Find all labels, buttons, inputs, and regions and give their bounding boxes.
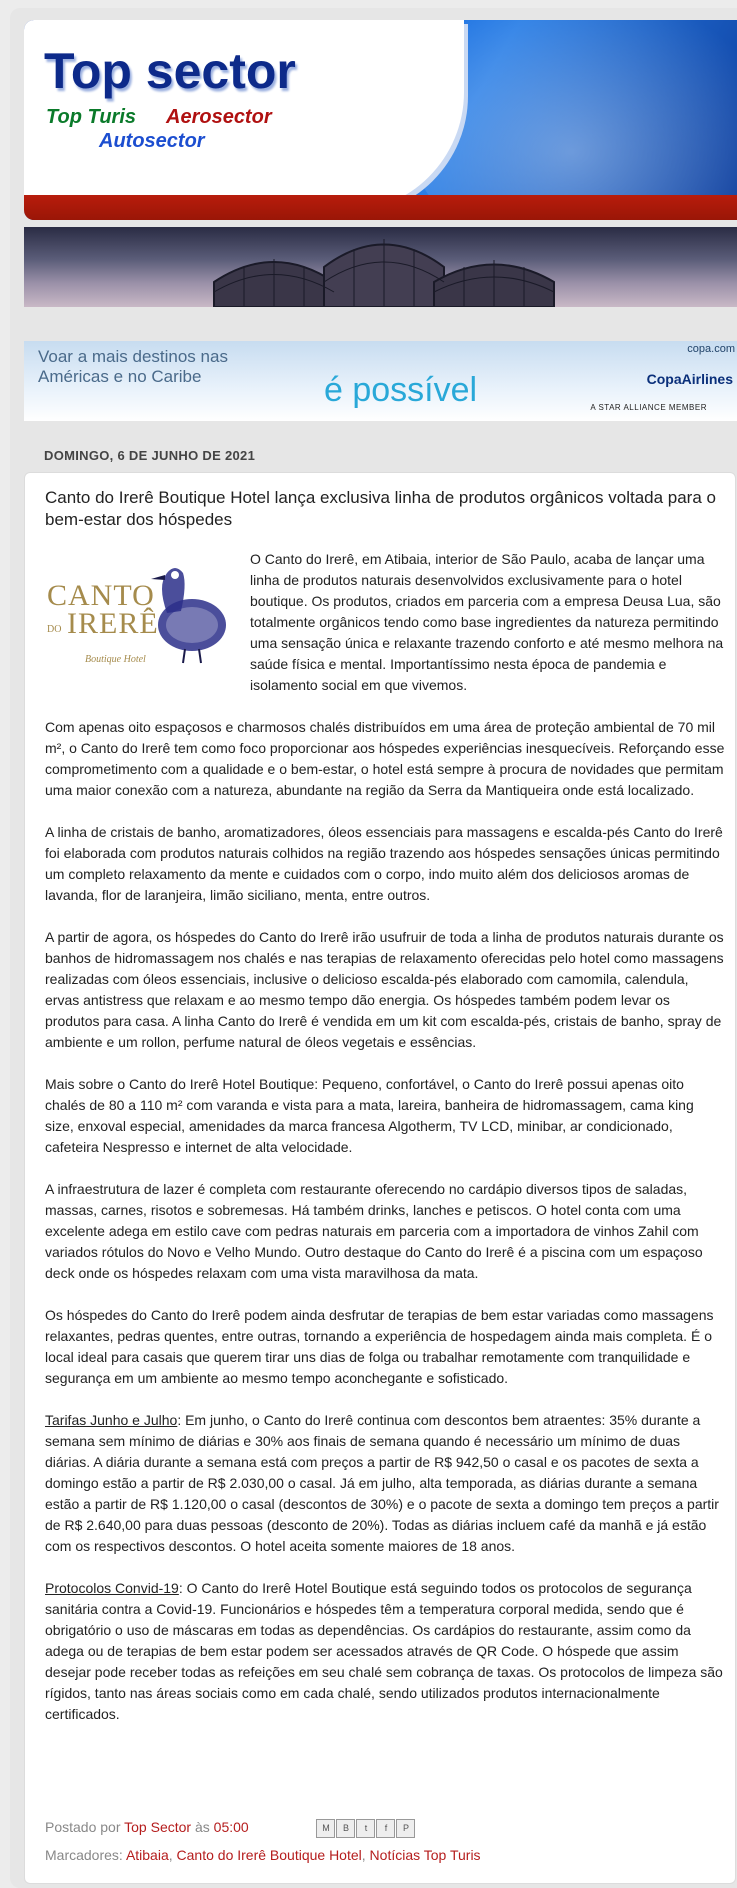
- post-paragraph: A partir de agora, os hóspedes do Canto do Irerê irão usufruir de toda a linha de produtos naturais durante os banhos de hidromassagem nos chalés e nas terapias de relaxamento oferecidas pelo hotel como massagens realizadas com óleos essenciais, inclusive o delicioso escalda-pés elaborado com camomila, calendula, ervas antistress que relaxam e ao mesmo tempo dão energia. Os hóspedes também podem levar os produtos para casa. A linha Canto do Irerê é vendida em um kit com escalda-pés, cristais de banho, spray de ambiente e um rollon, perfume natural de óleos vegetais e essências.: [45, 929, 724, 1050]
- post-labels-line: Marcadores: Atibaia, Canto do Irerê Boutique Hotel, Notícias Top Turis: [45, 1847, 481, 1863]
- ad-url[interactable]: copa.com: [687, 343, 735, 355]
- posted-by-label: Postado por: [45, 1819, 121, 1835]
- banner-image: [24, 227, 737, 307]
- label-link[interactable]: Atibaia: [125, 1847, 169, 1863]
- post-body: [45, 549, 725, 1746]
- brand-aerosector: Aerosector: [166, 106, 272, 128]
- protocolos-text: : O Canto do Irerê Hotel Boutique está seguindo todos os protocolos de segurança sanitária contra a Covid-19. Funcionários e hóspedes têm a temperatura corporal medida, sendo que é obrigatório o uso de máscaras em todas as dependências. Os cardápios do restaurante, assim como da adega ou de terapias de bem estar podem ser acessados através de QR Code. O hóspede que assim desejar pode receber todas as refeições em seu chalé sem cobrança de taxas. Os protocolos de limpeza são rígidos, tanto nas áreas sociais como em cada chalé, sendo utilizados produtos internacionalmente certificados.: [45, 1580, 723, 1722]
- post-time-link[interactable]: 05:00: [213, 1819, 249, 1835]
- post-paragraph: A linha de cristais de banho, aromatizadores, óleos essenciais para massagens e escalda-pés Canto do Irerê foi elaborada com produtos naturais colhidos na região trazendo aos hóspedes sensações únicas permitindo um completo relaxamento da mente e cuidados com o corpo, indo muito além dos deliciosos aromas de lavanda, flor de laranjeira, limão siciliano, menta, entre outros.: [45, 824, 723, 903]
- post-paragraph: O Canto do Irerê, em Atibaia, interior de São Paulo, acaba de lançar uma linha de produtos naturais desenvolvidos exclusivamente para o hotel boutique. Os produtos, criados em parceria com a empresa Deusa Lua, são totalmente orgânicos tendo como base ingredientes da natureza permitindo uma sensação única e relaxante trazendo conforto e até mesmo melhora na saúde física e mental. Importantíssimo nesta época de pandemia e isolamento social em que vivemos.: [250, 551, 724, 693]
- label-link[interactable]: Notícias Top Turis: [369, 1847, 481, 1863]
- label-link[interactable]: Canto do Irerê Boutique Hotel: [176, 1847, 362, 1863]
- facebook-share-icon[interactable]: f: [376, 1819, 395, 1838]
- canto-do-irere-logo[interactable]: [45, 549, 235, 679]
- twitter-share-icon[interactable]: t: [356, 1819, 375, 1838]
- blog-post: [24, 472, 736, 1884]
- logo-text: DO: [47, 624, 62, 635]
- author-link[interactable]: Top Sector: [124, 1819, 192, 1835]
- post-paragraph: A infraestrutura de lazer é completa com restaurante oferecendo no cardápio diversos tipos de saladas, massas, carnes, risotos e sobremesas. Há também drinks, lanches e petiscos. O hotel conta com uma excelente adega em estilo cave com pedras naturais em parceria com a importadora de vinhos Zahil com variados rótulos do Novo e Velho Mundo. Outro destaque do Canto do Irerê é a piscina com um espaçoso deck onde os hóspedes relaxam com uma vista maravilhosa da mata.: [45, 1181, 703, 1281]
- date-header: DOMINGO, 6 DE JUNHO DE 2021: [44, 448, 256, 463]
- logo-text: IRERÊ: [67, 607, 159, 640]
- logo-text: CANTO: [47, 579, 155, 612]
- post-paragraph-tarifas: [45, 1410, 725, 1557]
- labels-prefix: Marcadores:: [45, 1847, 123, 1863]
- post-paragraph: Mais sobre o Canto do Irerê Hotel Boutique: Pequeno, confortável, o Canto do Irerê possui apenas oito chalés de 80 a 110 m² com varanda e vista para a mata, lareira, banheira de hidromassagem, cama king size, enxoval especial, amenidades da marca francesa Algotherm, TV LCD, minibar, ar condicionado, cafeteira Nespresso e internet de alta velocidade.: [45, 1076, 694, 1155]
- star-alliance-text: A STAR ALLIANCE MEMBER: [590, 403, 707, 412]
- brand-top-turis: Top Turis: [46, 106, 136, 128]
- post-paragraph-protocolos: [45, 1578, 725, 1725]
- greenhouse-silhouette-icon: [24, 227, 737, 307]
- post-title: Canto do Irerê Boutique Hotel lança exclusiva linha de produtos orgânicos voltada para o bem-estar dos hóspedes: [45, 488, 716, 529]
- tarifas-label: Tarifas Junho e Julho: [45, 1412, 178, 1428]
- ad-tagline: Voar a mais destinos nas Américas e no Caribe: [38, 347, 228, 386]
- pinterest-share-icon[interactable]: P: [396, 1819, 415, 1838]
- tarifas-text: : Em junho, o Canto do Irerê continua com descontos bem atraentes: 35% durante a semana sem mínimo de diárias e 30% aos finais de semana quando é necessário um mínimo de duas diárias. A diária durante a semana está com preços a partir de R$ 942,50 o casal e os pacotes de sexta a domingo estão a partir de R$ 2.030,00 o casal. Já em julho, alta temporada, as diárias durante a semana estão a partir de R$ 1.120,00 o casal (descontos de 30%) e o pacote de sexta a domingo tem preços a partir de R$ 2.640,00 para duas pessoas (desconto de 20%). Todas as diárias incluem café da manhã e já estão com os respectivos descontos. O hotel aceita somente maiores de 18 anos.: [45, 1412, 719, 1554]
- email-share-icon[interactable]: M: [316, 1819, 335, 1838]
- at-label: às: [194, 1819, 210, 1835]
- ad-slogan: é possível: [324, 371, 478, 409]
- header-logo-panel: [24, 20, 464, 212]
- post-footer: [45, 1813, 725, 1869]
- copa-airlines-ad[interactable]: [24, 341, 737, 421]
- blogger-share-icon[interactable]: B: [336, 1819, 355, 1838]
- protocolos-label: Protocolos Convid-19: [45, 1580, 179, 1596]
- brand-autosector: Autosector: [99, 130, 205, 152]
- copa-logo: CopaAirlines: [646, 371, 733, 387]
- logo-subtitle: Boutique Hotel: [85, 654, 146, 665]
- header-red-band: [24, 195, 737, 220]
- site-title[interactable]: Top sector: [44, 43, 296, 99]
- post-paragraph: Os hóspedes do Canto do Irerê podem ainda desfrutar de terapias de bem estar variadas como massagens relaxantes, pedras quentes, entre outras, tornando a experiência de hospedagem ainda mais completa. É o local ideal para casais que querem tirar uns dias de folga ou trabalhar remotamente com tranquilidade e segurança em um ambiente ao mesmo tempo aconchegante e sofisticado.: [45, 1307, 714, 1386]
- post-meta-line: [45, 1813, 725, 1841]
- post-paragraph: Com apenas oito espaçosos e charmosos chalés distribuídos em uma área de proteção ambiental de 70 mil m², o Canto do Irerê tem como foco proporcionar aos hóspedes experiências inesquecíveis. Reforçando esse comprometimento com a qualidade e o bem-estar, o hotel está sempre à procura de novidades que permitam uma maior conexão com a natureza, abundante na região da Serra da Mantiqueira onde está localizado.: [45, 719, 725, 798]
- site-header[interactable]: [24, 20, 737, 220]
